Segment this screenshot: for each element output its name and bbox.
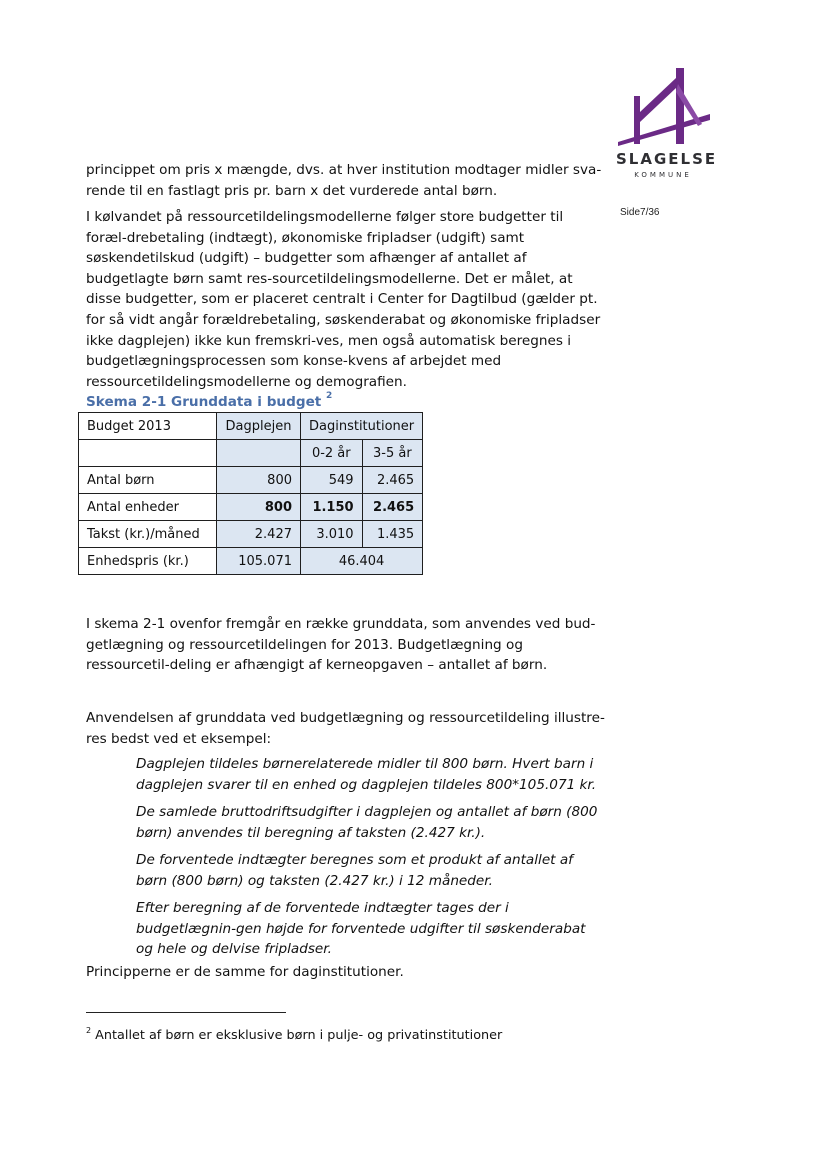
table-row bbox=[79, 521, 423, 548]
example-item: Dagplejen tildeles børnerelaterede midler til 800 børn. Hvert barn i dagplejen svarer til en enhed og dagplejen tildeles 800*105.071 kr. bbox=[136, 756, 597, 793]
footnote-divider bbox=[86, 1012, 286, 1013]
table-row bbox=[79, 467, 423, 494]
cell-dagplejen: 105.071 bbox=[217, 548, 301, 575]
cell-3-5: 2.465 bbox=[362, 494, 423, 521]
example-item: Efter beregning af de forventede indtægter tages der i budgetlægnin-gen højde for forventede udgifter til søskenderabat og hele og delvise fripladser. bbox=[136, 900, 586, 958]
subheader-empty-dagplejen bbox=[217, 440, 301, 467]
cell-0-2: 549 bbox=[301, 467, 363, 494]
table-header-row bbox=[79, 413, 423, 440]
paragraph-budgets: I kølvandet på ressourcetildelingsmodellerne følger store budgetter til foræl-drebetaling (indtægt), økonomiske fripladser (udgift) samt søskendetilskud (udgift) – budgetter som afhænger af antallet af budgetlagte børn samt res-sourcetildelingsmodellerne. Det er målet, at disse budgetter, som er placeret centralt i Center for Dagtilbud (gælder pt. for så vidt angår forældrebetaling, søskenderabat og økonomiske fripladser ikke dagplejen) ikke kun fremskri-ves, men også automatisk beregnes i budgetlægningsprocessen som konse-kvens af arbejdet med ressourcetildelingsmodellerne og demografien. bbox=[86, 209, 601, 390]
header-dagplejen: Dagplejen bbox=[217, 413, 301, 440]
example-item: De forventede indtægter beregnes som et produkt af antallet af børn (800 børn) og taksten (2.427 kr.) i 12 måneder. bbox=[136, 852, 573, 889]
table-subheader-row bbox=[79, 440, 423, 467]
grunddata-table bbox=[78, 412, 423, 575]
cell-0-2: 3.010 bbox=[301, 521, 363, 548]
cell-dagplejen: 800 bbox=[217, 467, 301, 494]
slagelse-kommune-logo bbox=[614, 64, 718, 184]
header-daginstitutioner: Daginstitutioner bbox=[301, 413, 423, 440]
paragraph-intro: princippet om pris x mængde, dvs. at hver institution modtager midler sva-rende til en fastlagt pris pr. barn x det vurderede antal børn. bbox=[86, 162, 602, 199]
table-row bbox=[79, 494, 423, 521]
cell-dagplejen: 800 bbox=[217, 494, 301, 521]
subheader-empty bbox=[79, 440, 217, 467]
subheader-3-5: 3-5 år bbox=[362, 440, 423, 467]
paragraph-example-intro: Anvendelsen af grunddata ved budgetlægning og ressourcetildeling illustre-res bedst ved et eksempel: bbox=[86, 710, 605, 747]
table-caption-text: Skema 2-1 Grunddata i budget bbox=[86, 394, 322, 410]
cell-daginstitutioner-combined: 46.404 bbox=[301, 548, 423, 575]
cell-0-2: 1.150 bbox=[301, 494, 363, 521]
row-label: Takst (kr.)/måned bbox=[79, 521, 217, 548]
row-label: Antal enheder bbox=[79, 494, 217, 521]
footnote-text: Antallet af børn er eksklusive børn i pulje- og privatinstitutioner bbox=[95, 1028, 503, 1043]
footnote-number: 2 bbox=[86, 1026, 92, 1035]
page-number: Side7/36 bbox=[620, 207, 660, 218]
paragraph-table-explanation: I skema 2-1 ovenfor fremgår en række grunddata, som anvendes ved bud-getlægning og ressourcetildelingen for 2013. Budgetlægning og ressourcetil-deling er afhængigt af kerneopgaven – antallet af børn. bbox=[86, 616, 596, 674]
cell-dagplejen: 2.427 bbox=[217, 521, 301, 548]
logo-subtitle: KOMMUNE bbox=[634, 171, 692, 179]
logo-name: SLAGELSE bbox=[616, 150, 718, 168]
cell-3-5: 1.435 bbox=[362, 521, 423, 548]
subheader-0-2: 0-2 år bbox=[301, 440, 363, 467]
row-label: Antal børn bbox=[79, 467, 217, 494]
table-row bbox=[79, 548, 423, 575]
bridge-logo-icon bbox=[618, 64, 710, 146]
cell-3-5: 2.465 bbox=[362, 467, 423, 494]
table-caption bbox=[86, 391, 333, 410]
example-item: De samlede bruttodriftsudgifter i dagplejen og antallet af børn (800 børn) anvendes til beregning af taksten (2.427 kr.). bbox=[136, 804, 598, 841]
header-budget: Budget 2013 bbox=[79, 413, 217, 440]
paragraph-principles: Principperne er de samme for daginstitutioner. bbox=[86, 964, 404, 980]
footnote-ref: 2 bbox=[326, 391, 333, 401]
row-label: Enhedspris (kr.) bbox=[79, 548, 217, 575]
footnote bbox=[86, 1028, 502, 1043]
